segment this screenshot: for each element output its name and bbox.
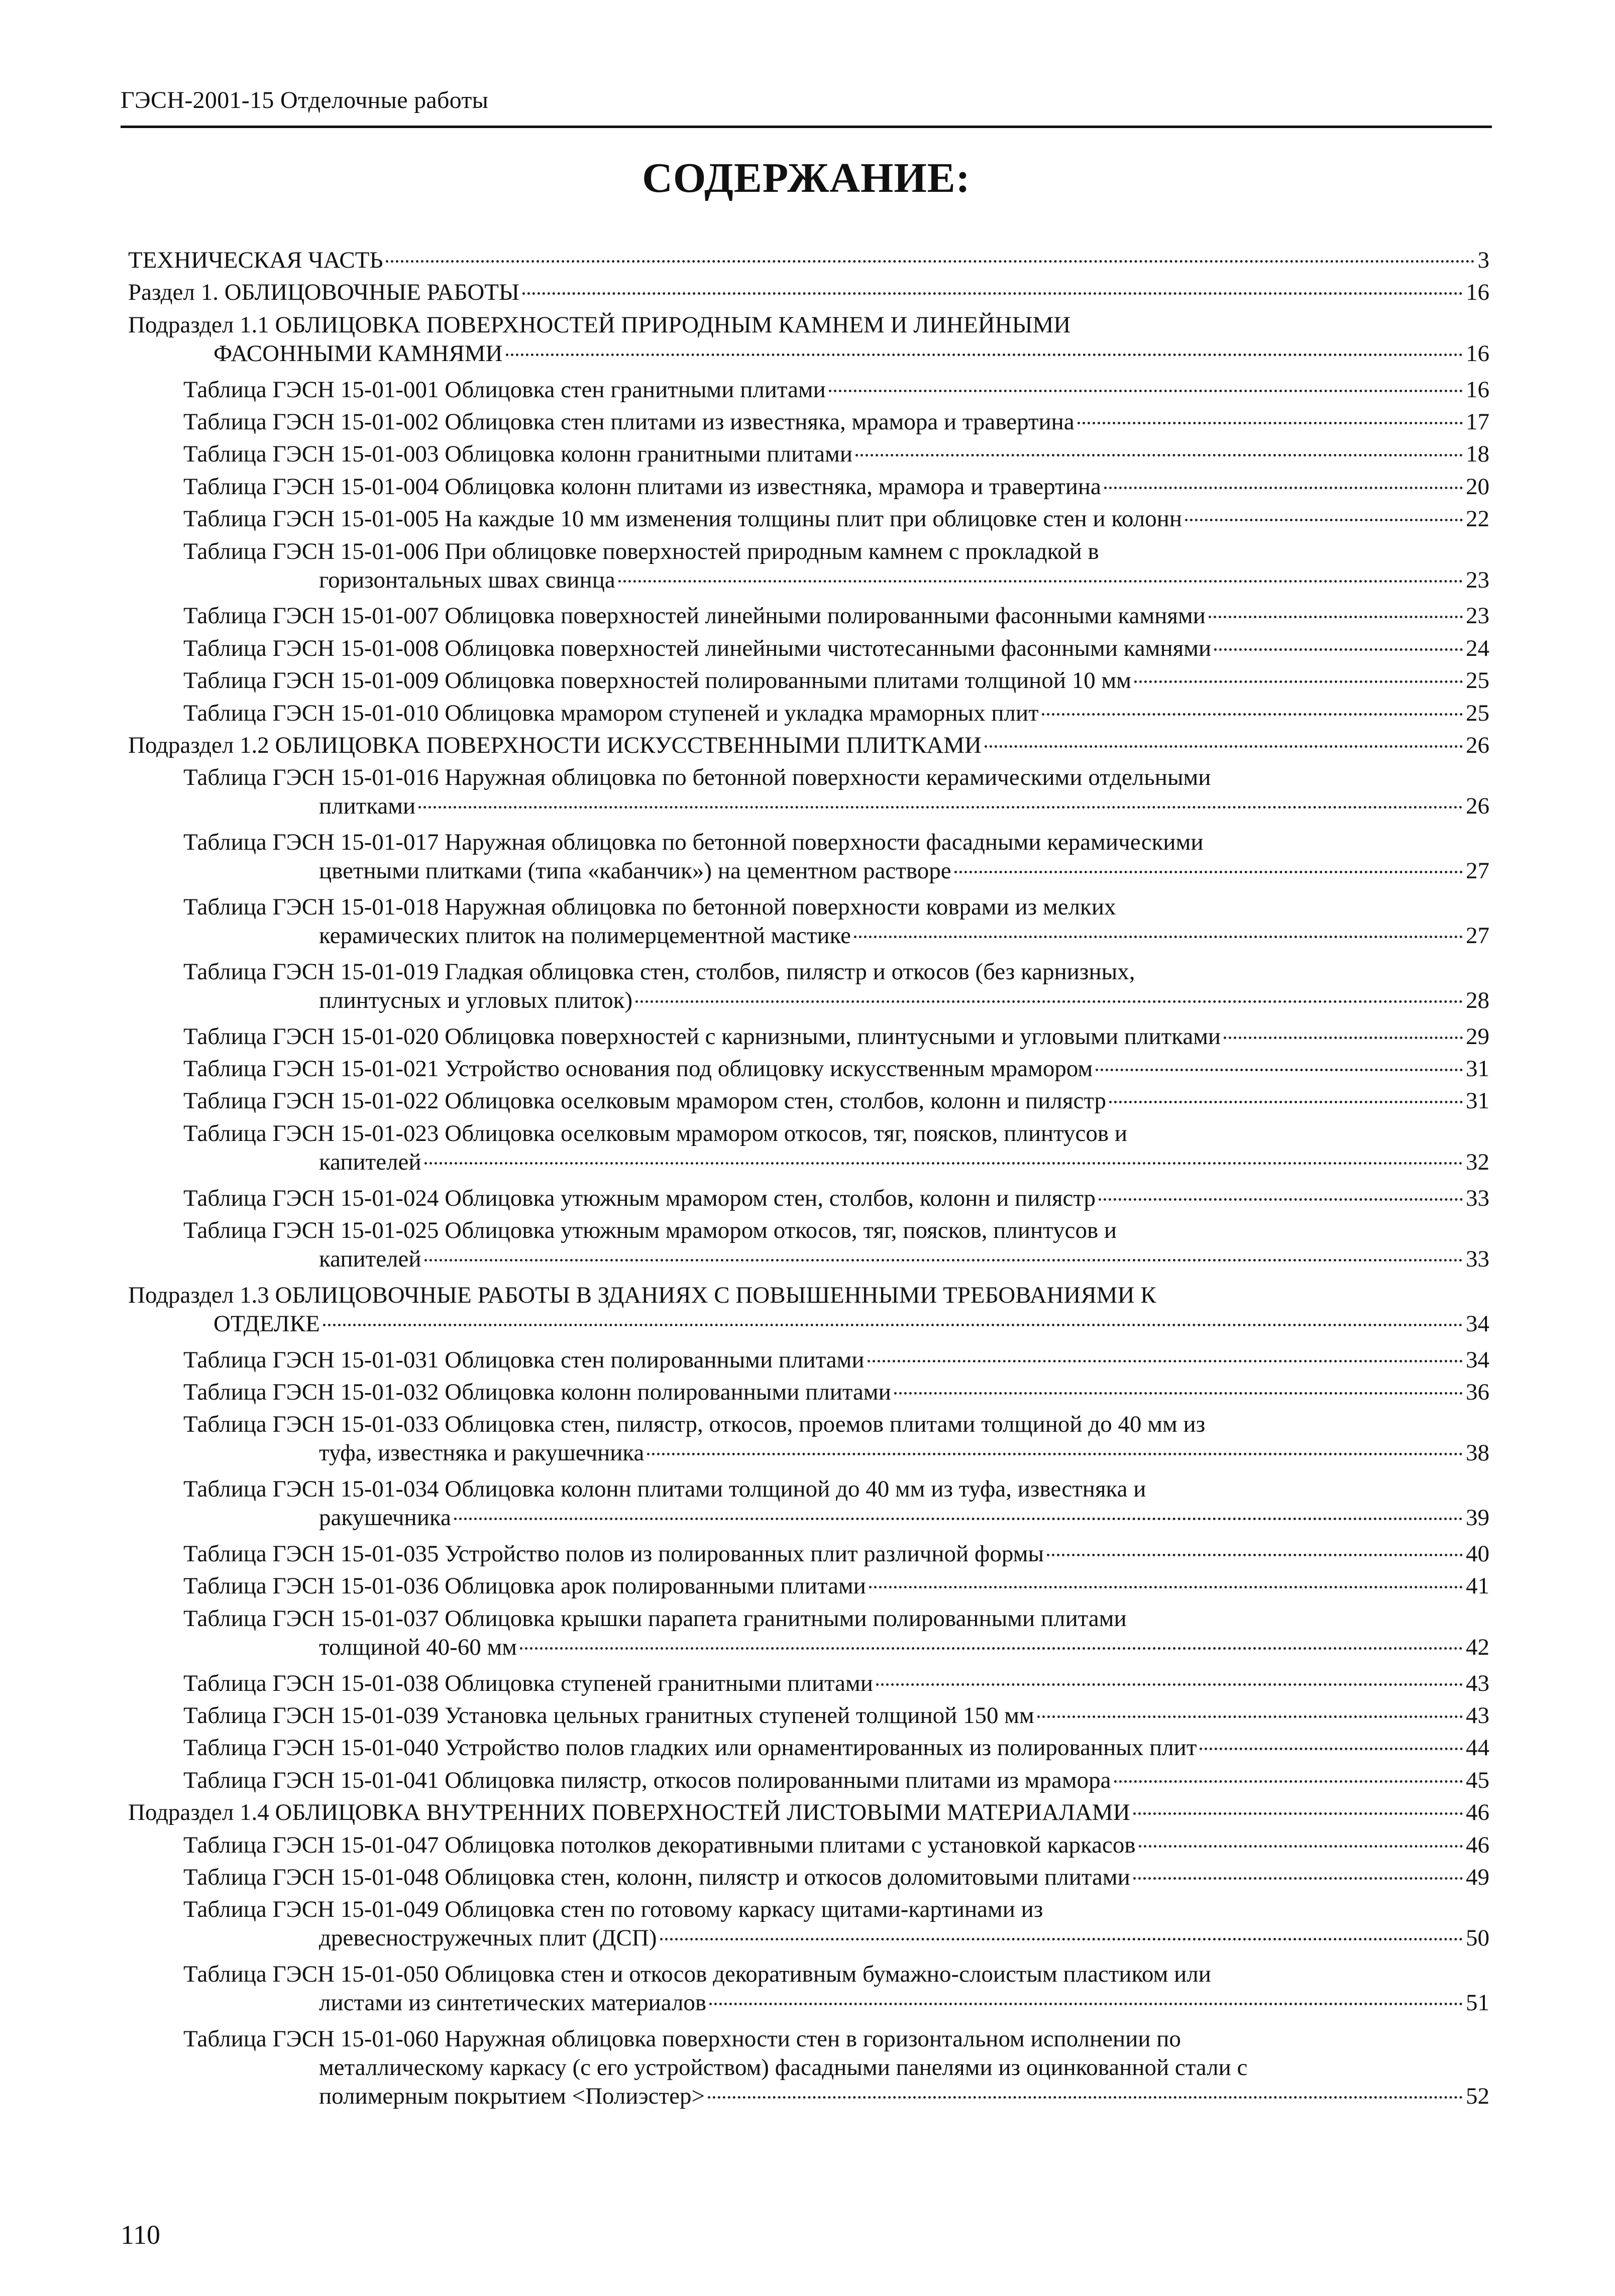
toc-entry[interactable] <box>128 537 1489 595</box>
toc-entry-text: Таблица ГЭСН 15-01-060 Наружная облицовка поверхности стен в горизонтальном исполнении по <box>183 2026 1181 2052</box>
toc-entry-text: Таблица ГЭСН 15-01-041 Облицовка пилястр, откосов полированными плитами из мрамора <box>183 1767 1111 1793</box>
toc-entry[interactable] <box>128 1378 1489 1407</box>
toc-entry[interactable] <box>128 1022 1489 1051</box>
dot-leader <box>1099 1198 1463 1201</box>
toc-entry[interactable] <box>128 2025 1489 2111</box>
toc-entry-text: керамических плиток на полимерцементной мастике <box>319 923 851 949</box>
dot-leader <box>1133 1877 1463 1880</box>
toc-page-number: 46 <box>1466 1831 1489 1858</box>
toc-page-number: 27 <box>1466 923 1489 949</box>
toc-entry[interactable] <box>128 1960 1489 2017</box>
toc-page-number: 36 <box>1466 1379 1489 1405</box>
dot-leader <box>1042 713 1463 716</box>
dot-leader <box>1214 648 1463 651</box>
toc-entry-text: Таблица ГЭСН 15-01-006 При облицовке поверхностей природным камнем с прокладкой в <box>183 538 1099 564</box>
toc-entry-text: металлическому каркасу (с его устройством) фасадными панелями из оцинкованной стали с <box>319 2054 1248 2081</box>
dot-leader <box>386 260 1474 263</box>
toc-page-number: 45 <box>1466 1767 1489 1793</box>
toc-entry-text: Таблица ГЭСН 15-01-009 Облицовка поверхностей полированными плитами толщиной 10 мм <box>183 667 1131 694</box>
toc-page-number: 24 <box>1466 635 1489 661</box>
toc-entry-text: Таблица ГЭСН 15-01-049 Облицовка стен по готовому каркасу щитами-картинами из <box>183 1896 1043 1923</box>
toc-entry-text: Таблица ГЭСН 15-01-023 Облицовка оселковым мрамором откосов, тяг, поясков, плинтусов и <box>183 1120 1128 1146</box>
toc-entry[interactable] <box>128 1734 1489 1762</box>
dot-leader <box>985 745 1463 748</box>
toc-page-number: 42 <box>1466 1634 1489 1660</box>
toc-entry-text: Таблица ГЭСН 15-01-034 Облицовка колонн плитами толщиной до 40 мм из туфа, известняка и <box>183 1476 1146 1503</box>
toc-entry-text: Таблица ГЭСН 15-01-050 Облицовка стен и откосов декоративным бумажно-слоистым пластиком или <box>183 1961 1211 1988</box>
dot-leader <box>522 292 1463 295</box>
toc-entry-text: Таблица ГЭСН 15-01-008 Облицовка поверхностей линейными чистотесанными фасонными камнями <box>183 635 1212 661</box>
toc-page-number: 44 <box>1466 1735 1489 1761</box>
running-header: ГЭСН-2001-15 Отделочные работы <box>121 87 489 113</box>
toc-entry[interactable] <box>128 376 1489 404</box>
toc-entry-text: ТЕХНИЧЕСКАЯ ЧАСТЬ <box>128 247 383 273</box>
toc-entry[interactable] <box>128 1119 1489 1177</box>
dot-leader <box>954 871 1463 873</box>
toc-entry-text: Раздел 1. ОБЛИЦОВОЧНЫЕ РАБОТЫ <box>128 279 519 306</box>
toc-page-number: 16 <box>1466 279 1489 306</box>
toc-page-number: 25 <box>1466 700 1489 726</box>
toc-page-number: 16 <box>1466 376 1489 403</box>
toc-page-number: 43 <box>1466 1670 1489 1696</box>
toc-entry[interactable] <box>128 1604 1489 1662</box>
toc-entry[interactable] <box>128 602 1489 630</box>
page-title: СОДЕРЖАНИЕ: <box>642 155 971 201</box>
dot-leader <box>1133 1812 1463 1815</box>
toc-page-number: 26 <box>1466 732 1489 758</box>
toc-entry-text: плитками <box>319 793 416 820</box>
toc-page-number: 38 <box>1466 1440 1489 1466</box>
toc-page-number: 31 <box>1466 1056 1489 1082</box>
toc-page-number: 20 <box>1466 473 1489 500</box>
toc-entry[interactable] <box>128 699 1489 728</box>
toc-entry[interactable] <box>128 666 1489 695</box>
toc-page-number: 40 <box>1466 1541 1489 1567</box>
dot-leader <box>660 1938 1463 1940</box>
dot-leader <box>708 2096 1463 2099</box>
toc-page-number: 52 <box>1466 2083 1489 2109</box>
toc-page-number: 43 <box>1466 1702 1489 1729</box>
toc-entry-text: древесностружечных плит (ДСП) <box>319 1925 657 1951</box>
toc-entry-text: Таблица ГЭСН 15-01-019 Гладкая облицовка стен, столбов, пилястр и откосов (без карнизных, <box>183 958 1135 985</box>
toc-entry-text: Подраздел 1.1 ОБЛИЦОВКА ПОВЕРХНОСТЕЙ ПРИРОДНЫМ КАМНЕМ И ЛИНЕЙНЫМИ <box>128 311 1071 338</box>
toc-page-number: 33 <box>1466 1185 1489 1211</box>
dot-leader <box>869 1586 1463 1588</box>
toc-entry[interactable] <box>128 731 1489 760</box>
toc-entry[interactable] <box>128 1766 1489 1795</box>
toc-entry-text: Таблица ГЭСН 15-01-021 Устройство основания под облицовку искусственным мрамором <box>183 1056 1093 1082</box>
toc-entry-text: Таблица ГЭСН 15-01-017 Наружная облицовка по бетонной поверхности фасадными керамическими <box>183 829 1204 856</box>
toc-page-number: 16 <box>1466 340 1489 367</box>
toc-entry[interactable] <box>128 1281 1489 1338</box>
dot-leader <box>1185 519 1463 521</box>
toc-entry[interactable] <box>128 958 1489 1015</box>
dot-leader <box>647 1453 1463 1455</box>
dot-leader <box>520 1647 1463 1650</box>
toc-entry-text: плинтусных и угловых плиток) <box>319 987 633 1013</box>
toc-entry[interactable] <box>128 1055 1489 1083</box>
toc-page-number: 3 <box>1477 247 1489 273</box>
toc-entry-text: ракушечника <box>319 1505 451 1531</box>
toc-entry[interactable] <box>128 1701 1489 1730</box>
toc-entry-text: цветными плитками (типа «кабанчик») на цементном растворе <box>319 858 951 884</box>
dot-leader <box>424 1162 1463 1165</box>
toc-page-number: 46 <box>1466 1799 1489 1826</box>
toc-page-number: 34 <box>1466 1346 1489 1373</box>
toc-entry[interactable] <box>128 311 1489 368</box>
toc-entry[interactable] <box>128 1831 1489 1860</box>
toc-entry-text: Таблица ГЭСН 15-01-003 Облицовка колонн гранитными плитами <box>183 441 852 468</box>
toc-page-number: 29 <box>1466 1023 1489 1050</box>
dot-leader <box>418 806 1463 809</box>
dot-leader <box>1139 1845 1463 1848</box>
toc-entry-text: Таблица ГЭСН 15-01-018 Наружная облицовка по бетонной поверхности коврами из мелких <box>183 894 1116 920</box>
toc-entry[interactable] <box>128 1346 1489 1374</box>
toc-entry[interactable] <box>128 1669 1489 1698</box>
toc-entry[interactable] <box>128 1895 1489 1953</box>
toc-entry-text: Таблица ГЭСН 15-01-037 Облицовка крышки парапета гранитными полированными плитами <box>183 1605 1127 1632</box>
toc-entry[interactable] <box>128 473 1489 501</box>
dot-leader <box>1037 1715 1463 1718</box>
toc-page-number: 51 <box>1466 1990 1489 2016</box>
toc-entry[interactable] <box>128 763 1489 821</box>
dot-leader <box>1096 1069 1463 1071</box>
toc-entry[interactable] <box>128 1572 1489 1600</box>
toc-entry-text: полимерным покрытием <Полиэстер> <box>319 2083 705 2109</box>
toc-entry-text: Таблица ГЭСН 15-01-022 Облицовка оселковым мрамором стен, столбов, колонн и пилястр <box>183 1088 1106 1114</box>
toc-entry-text: ОТДЕЛКЕ <box>213 1310 320 1337</box>
toc-page-number: 25 <box>1466 667 1489 694</box>
toc-entry-text: Таблица ГЭСН 15-01-024 Облицовка утюжным мрамором стен, столбов, колонн и пилястр <box>183 1185 1096 1211</box>
dot-leader <box>1078 422 1463 424</box>
toc-entry-text: Подраздел 1.3 ОБЛИЦОВОЧНЫЕ РАБОТЫ В ЗДАНИЯХ С ПОВЫШЕННЫМИ ТРЕБОВАНИЯМИ К <box>128 1282 1156 1308</box>
toc-entry[interactable] <box>128 1410 1489 1467</box>
toc-page-number: 39 <box>1466 1505 1489 1531</box>
toc-page-number: 41 <box>1466 1573 1489 1599</box>
toc-page-number: 23 <box>1466 603 1489 629</box>
dot-leader <box>894 1392 1463 1395</box>
toc-entry-text: ФАСОННЫМИ КАМНЯМИ <box>213 340 503 367</box>
toc-page-number: 50 <box>1466 1925 1489 1951</box>
toc-entry-text: листами из синтетических материалов <box>319 1990 707 2016</box>
page-number: 110 <box>121 2220 160 2250</box>
toc-page-number: 27 <box>1466 858 1489 884</box>
toc-entry[interactable] <box>128 634 1489 663</box>
toc-entry[interactable] <box>128 1540 1489 1568</box>
toc-entry[interactable] <box>128 246 1489 275</box>
toc-entry-text: Подраздел 1.2 ОБЛИЦОВКА ПОВЕРХНОСТИ ИСКУССТВЕННЫМИ ПЛИТКАМИ <box>128 732 982 758</box>
toc-entry-text: Таблица ГЭСН 15-01-005 На каждые 10 мм изменения толщины плит при облицовке стен и колонн <box>183 506 1182 532</box>
toc-entry-text: толщиной 40-60 мм <box>319 1634 517 1660</box>
toc-entry-text: Таблица ГЭСН 15-01-002 Облицовка стен плитами из известняка, мрамора и травертина <box>183 409 1074 435</box>
toc-entry-text: Таблица ГЭСН 15-01-016 Наружная облицовка по бетонной поверхности керамическими отдельными <box>183 764 1211 791</box>
toc-page-number: 31 <box>1466 1088 1489 1114</box>
toc-entry-text: Таблица ГЭСН 15-01-040 Устройство полов гладких или орнаментированных из полированных плит <box>183 1735 1197 1761</box>
toc-entry[interactable] <box>128 505 1489 533</box>
dot-leader <box>323 1324 1463 1326</box>
toc-page-number: 28 <box>1466 987 1489 1013</box>
dot-leader <box>506 354 1463 356</box>
toc-entry-text: Подраздел 1.4 ОБЛИЦОВКА ВНУТРЕННИХ ПОВЕРХНОСТЕЙ ЛИСТОВЫМИ МАТЕРИАЛАМИ <box>128 1799 1130 1826</box>
dot-leader <box>1224 1037 1463 1039</box>
dot-leader <box>829 390 1463 392</box>
dot-leader <box>454 1518 1463 1520</box>
dot-leader <box>855 454 1463 456</box>
toc-entry-text: Таблица ГЭСН 15-01-038 Облицовка ступеней гранитными плитами <box>183 1670 873 1696</box>
dot-leader <box>1114 1780 1463 1783</box>
toc-entry-text: капителей <box>319 1246 421 1272</box>
toc-entry[interactable] <box>128 893 1489 950</box>
toc-entry[interactable] <box>128 408 1489 436</box>
toc-entry-text: Таблица ГЭСН 15-01-004 Облицовка колонн плитами из известняка, мрамора и травертина <box>183 473 1101 500</box>
toc-entry-text: Таблица ГЭСН 15-01-031 Облицовка стен полированными плитами <box>183 1346 865 1373</box>
toc-entry-text: Таблица ГЭСН 15-01-039 Установка цельных гранитных ступеней толщиной 150 мм <box>183 1702 1034 1729</box>
toc-entry[interactable] <box>128 1798 1489 1827</box>
toc-entry-text: Таблица ГЭСН 15-01-001 Облицовка стен гранитными плитами <box>183 376 826 403</box>
toc-entry-text: Таблица ГЭСН 15-01-032 Облицовка колонн полированными плитами <box>183 1379 891 1405</box>
toc-entry-text: Таблица ГЭСН 15-01-007 Облицовка поверхностей линейными полированными фасонными камнями <box>183 603 1206 629</box>
dot-leader <box>876 1683 1463 1686</box>
toc-entry-text: Таблица ГЭСН 15-01-010 Облицовка мрамором ступеней и укладка мраморных плит <box>183 700 1039 726</box>
toc-page-number: 23 <box>1466 566 1489 593</box>
dot-leader <box>618 580 1463 583</box>
toc-entry[interactable] <box>128 1863 1489 1892</box>
toc-page-number: 33 <box>1466 1246 1489 1272</box>
toc-entry[interactable] <box>128 1216 1489 1274</box>
toc-page-number: 32 <box>1466 1149 1489 1175</box>
toc-entry-text: Таблица ГЭСН 15-01-025 Облицовка утюжным мрамором откосов, тяг, поясков, плинтусов и <box>183 1217 1117 1243</box>
dot-leader <box>635 1000 1463 1003</box>
toc-entry-text: Таблица ГЭСН 15-01-035 Устройство полов из полированных плит различной формы <box>183 1541 1044 1567</box>
dot-leader <box>854 936 1463 938</box>
dot-leader <box>1104 487 1463 489</box>
dot-leader <box>868 1360 1463 1362</box>
toc-entry-text: Таблица ГЭСН 15-01-048 Облицовка стен, колонн, пилястр и откосов доломитовыми плитами <box>183 1864 1130 1890</box>
toc-entry-text: Таблица ГЭСН 15-01-036 Облицовка арок полированными плитами <box>183 1573 866 1599</box>
toc-entry[interactable] <box>128 1184 1489 1213</box>
dot-leader <box>1200 1748 1463 1750</box>
toc-page-number: 26 <box>1466 793 1489 820</box>
toc-page-number: 18 <box>1466 441 1489 468</box>
dot-leader <box>424 1259 1463 1261</box>
toc-entry-text: Таблица ГЭСН 15-01-047 Облицовка потолков декоративными плитами с установкой каркасов <box>183 1831 1136 1858</box>
dot-leader <box>1047 1554 1463 1556</box>
toc-page-number: 22 <box>1466 506 1489 532</box>
toc-entry[interactable] <box>128 828 1489 885</box>
toc-entry[interactable] <box>128 278 1489 307</box>
dot-leader <box>1109 1101 1463 1103</box>
toc-entry-text: Таблица ГЭСН 15-01-033 Облицовка стен, пилястр, откосов, проемов плитами толщиной до 40 мм из <box>183 1411 1206 1438</box>
header-rule <box>121 126 1492 128</box>
toc-page-number: 34 <box>1466 1310 1489 1337</box>
toc-entry[interactable] <box>128 1475 1489 1532</box>
toc-entry-text: горизонтальных швах свинца <box>319 566 615 593</box>
dot-leader <box>1134 680 1463 683</box>
toc-page-number: 17 <box>1466 409 1489 435</box>
dot-leader <box>709 2003 1463 2005</box>
toc-entry-text: Таблица ГЭСН 15-01-020 Облицовка поверхностей с карнизными, плинтусными и угловыми плитками <box>183 1023 1221 1050</box>
toc-entry-text: капителей <box>319 1149 421 1175</box>
toc-page-number: 49 <box>1466 1864 1489 1890</box>
toc-entry-text: туфа, известняка и ракушечника <box>319 1440 644 1466</box>
toc-entry[interactable] <box>128 440 1489 469</box>
dot-leader <box>1209 616 1463 618</box>
toc-entry[interactable] <box>128 1087 1489 1115</box>
